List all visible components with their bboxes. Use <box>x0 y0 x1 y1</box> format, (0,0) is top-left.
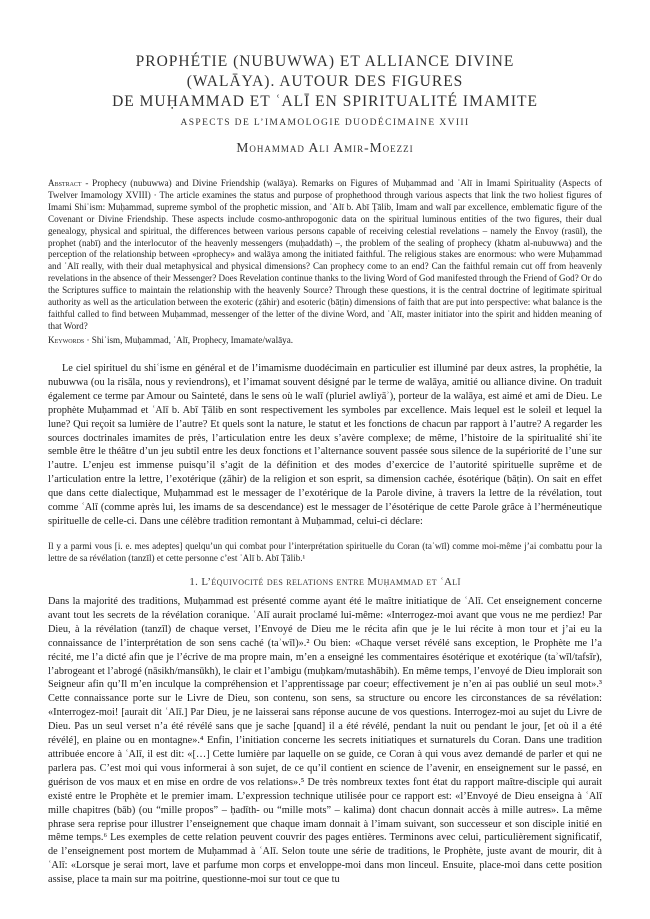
author-name: Mohammad Ali Amir-Moezzi <box>236 140 414 155</box>
keywords-text: · Shiʿism, Muḥammad, ʿAlī, Prophecy, Imamate/walāya. <box>84 335 294 345</box>
title-line-2: (WALĀYA). AUTOUR DES FIGURES <box>186 73 464 90</box>
title-line-1: PROPHÉTIE (NUBUWWA) ET ALLIANCE DIVINE <box>135 53 515 70</box>
series-subtitle: ASPECTS DE L’IMAMOLOGIE DUODÉCIMAINE XVIII <box>180 118 470 128</box>
abstract-label: Abstract <box>48 178 82 188</box>
main-paragraph: Dans la majorité des traditions, Muḥammad est présenté comme ayant été le maître initiatique de ʿAlī. Cet enseignement concerne avant tout les secrets de la révélation coranique. ʿAlī aurait proclamé lui-même: «Interrogez-moi avant que vous ne me perdiez! Par Dieu, à la révélation (tanzīl) de chaque verset, l’Envoyé de Dieu me le récita afin que je le lui récite à mon tour et j’ai eu la connaissance de l’interprétation de son sens caché (taʾwīl)».² Ou bien: «Chaque verset révélé sans exception, le Prophète me l’a récité, me l’a dicté afin que je l’écrive de ma propre main, m’en a enseigné les commentaires ésotérique et exotérique (taʾwīl/tafsīr), l’abrogeant et l’abrogé (nāsikh/mansūkh), le clair et l’ambigu (muḥkam/mutashābih). En même temps, l’envoyé de Dieu implorait son Seigneur afin qu’Il m’en inculque la compréhension et l’apprentissage par coeur; effectivement je n’en ai pas oublié un seul mot».³ Cette connaissance porte sur le Livre de Dieu, son contenu, son sens, sa structure ou encore les circonstances de sa révélation: «Interrogez-moi! [aurait dit ʿAlī.] Par Dieu, je ne laisserai sans réponse aucune de vos questions. Interrogez-moi au sujet du Livre de Dieu. Pas un seul verset n’a été révélé sans que je sache [quand] il a été révélé, pendant la nuit ou pendant le jour, [et où il a été révélé], en plaine ou en montagne».⁴ Enfin, l’initiation concerne les secrets initiatiques et surnaturels du Coran. Dans une tradition attribuée encore à ʿAlī, il est dit: «[…] Cette lumière par laquelle on se guide, ce Coran à qui vous avez demandé de parler et qui ne parlera pas. C’est moi qui vous informerai à son sujet, de ce qu’il contient en science de l’avenir, en enseignement sur le passé, en guérison de vos maux et en mise en ordre de vos relations».⁵ De très nombreux textes font état du rapport maître-disciple qui aurait existé entre le Prophète et le premier imam. L’expression technique utilisée pour ce rapport est: «l’Envoyé de Dieu enseigna à ʿAlī mille chapitres (bāb) (ou “mille propos” – ḥadīth- ou “mille mots” – kalima) dont chacun donnait accès à mille autres». La même phrase sera reprise pour illustrer l’enseignement que chaque imam donnait à l’imam suivant, son successeur et son disciple initié en même temps.⁶ Les exemples de cette relation peuvent couvrir des pages entières. Terminons avec celui, particulièrement significatif, de l’enseignement post mortem de Muḥammad à ʿAlī. Selon toute une série de traditions, le Prophète, juste avant de mourir, dit à ʿAlī: «Lorsque je serai mort, lave et parfume mon corps et enveloppe-moi dans mon linceul. Ensuite, place-moi dans cette position assise, place ta main sur ma poitrine, questionne-moi sur tout ce que tu <box>48 596 602 886</box>
article-title <box>48 52 602 112</box>
abstract-text: - Prophecy (nubuwwa) and Divine Friendship (walāya). Remarks on Figures of Muḥammad and ʿAlī in Imami Spirituality (Aspects of Twelver Imamology XVIII) · The article examines the status and purpose of prophethood through various aspects that link the two holiest figures of Imami Shiʿism: Muḥammad, supreme symbol of the prophetic mission, and ʿAlī b. Abī Ṭālib, Imam and walī par excellence, emblematic figure of the Covenant or Divine Friendship. These aspects include cosmo-anthropogonic data on the spiritual luminous entities of the two figures, their dual genealogy, physical and spiritual, the differences between various persons capable of receiving celestial revelations – namely the Envoy (rasūl), the prophet (nabī) and the interlocutor of the heavenly messengers (muḥaddath) –, the problem of the sealing of prophecy (khatm al-nubuwwa) and the perception of the relationship between «prophecy» and walāya among the initiated faithful. The religious stakes are enormous: who were Muḥammad and ʿAlī really, with their dual metaphysical and physical dimensions? Can prophecy come to an end? Can the faithful remain cut off from heavenly revelations in the absence of their Messenger? Does Revelation continue thanks to the living Word of God manifested through the Friend of God? Or do the Scriptures suffice to maintain the relationship with the heavenly Source? Through these questions, it is the central doctrine of legitimate spiritual authority as well as the articulation between the exoteric (ẓāhir) and esoteric (bāṭin) dimensions of faith that are put into perspective: what balance is the faithful called to find between Muḥammad, messenger of the letter of the divine Word, and ʿAlī, master initiator into the spirit and hidden meaning of that Word? <box>48 178 603 331</box>
abstract-block <box>48 178 602 333</box>
section-heading <box>48 576 602 588</box>
title-line-3: DE MUḤAMMAD ET ʿALĪ EN SPIRITUALITÉ IMAMITE <box>112 93 538 110</box>
block-quote: Il y a parmi vous [i. e. mes adeptes] quelqu’un qui combat pour l’interprétation spirituelle du Coran (taʾwīl) comme moi-même j’ai combattu pour la lettre de sa révélation (tanzīl) et cette personne c’est ʿAlī b. Abī Ṭālib.¹ <box>48 541 602 564</box>
intro-paragraph: Le ciel spirituel du shiʿisme en général et de l’imamisme duodécimain en particulier est illuminé par deux astres, la prophétie, la nubuwwa (ou la risāla, nous y reviendrons), et l’imamat souvent désigné par le terme de walāya, amitié ou alliance divine. On traduit également ce terme par Amour ou Sainteté, dans le sens où le walī (pluriel awliyāʾ), porteur de la walāya, est aimé et ami de Dieu. Le prophète Muḥammad et ʿAlī b. Abī Ṭālib en sont respectivement les symboles par excellence. Mais lequel est le soleil et lequel la lune? Qui reçoit sa lumière de l’autre? Et quels sont la nature, le statut et les fonctions de chacun par rapport à l’autre? A regarder les sources doctrinales imamites de près, l’articulation entre les deux s’avère complexe; de même, l’histoire de la spiritualité shiʿite semble être le théâtre d’un jeu subtil entre les deux fonctions et l’alternance souvent passée sous silence de la supériorité de l’une sur l’autre. L’enjeu est immense puisqu’il s’agit de la définition et des modes d’exercice de l’autorité spirituelle suprême et de l’articulation entre la lettre, l’exotérique (ẓāhir) de la religion et son esprit, sa dimension cachée, ésotérique (bāṭin). On sait en effet que dans cette dialectique, Muḥammad est le messager de l’exotérique de la Parole divine, à travers la lettre de la révélation, tout comme ʿAlī (comme après lui, les imams de sa descendance) est le messager de l’ésotérique de cette Parole grâce à l’herméneutique spirituelle de celle-ci. Dans une célèbre tradition remontant à Muḥammad, celui-ci déclare: <box>48 363 602 527</box>
section-heading-text: 1. L’équivocité des relations entre Muḥammad et ʿAlī <box>189 576 461 588</box>
keywords-label: Keywords <box>48 335 85 345</box>
keywords-block <box>48 334 602 346</box>
